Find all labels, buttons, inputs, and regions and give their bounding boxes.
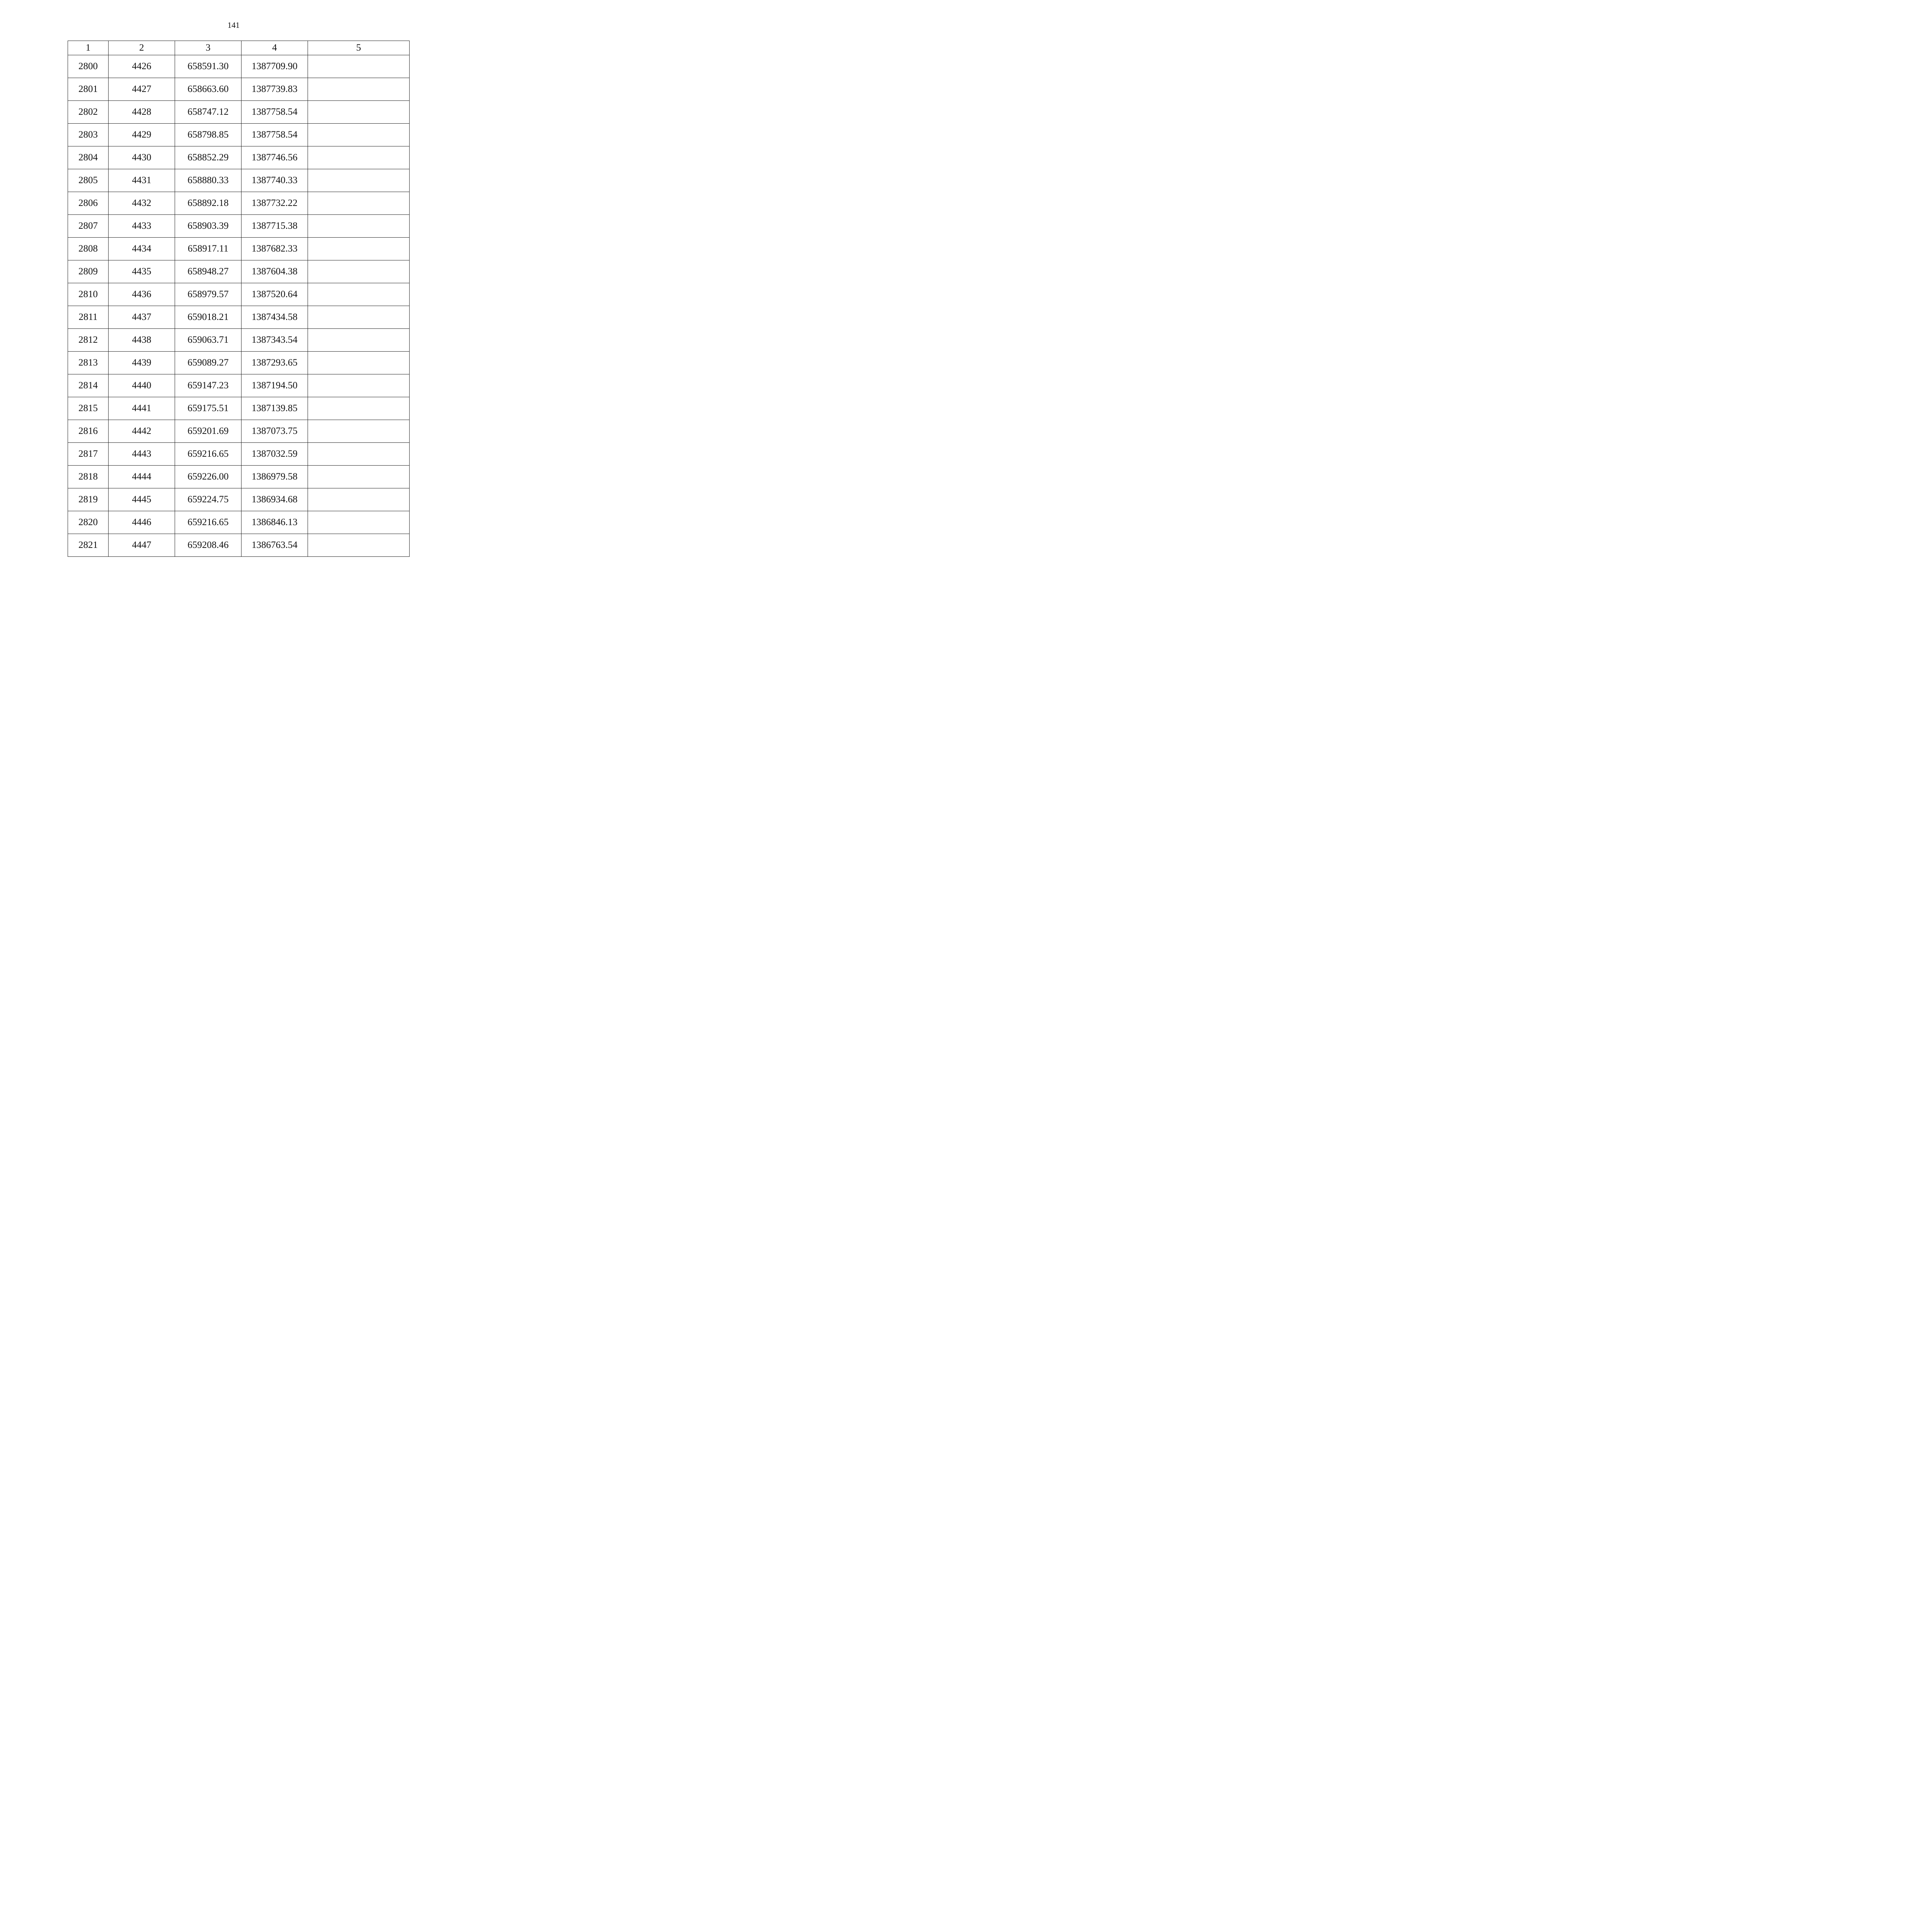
x-coordinate-cell: 658747.12 (175, 101, 242, 124)
table-row (68, 443, 410, 466)
x-coordinate-cell: 658948.27 (175, 260, 242, 283)
station-number-cell: 4432 (109, 192, 175, 215)
station-number-cell: 4438 (109, 329, 175, 352)
x-coordinate-cell: 658852.29 (175, 146, 242, 169)
table-row (68, 397, 410, 420)
point-number-cell: 2802 (68, 101, 109, 124)
point-number-cell: 2815 (68, 397, 109, 420)
station-number-cell: 4435 (109, 260, 175, 283)
table-row (68, 146, 410, 169)
point-number-cell: 2817 (68, 443, 109, 466)
note-cell (308, 534, 410, 557)
table-row (68, 192, 410, 215)
table-row (68, 352, 410, 374)
x-coordinate-cell: 658591.30 (175, 55, 242, 78)
x-coordinate-cell: 659226.00 (175, 466, 242, 488)
x-coordinate-cell: 659201.69 (175, 420, 242, 443)
note-cell (308, 215, 410, 238)
table-row (68, 488, 410, 511)
x-coordinate-cell: 658798.85 (175, 124, 242, 146)
point-number-cell: 2804 (68, 146, 109, 169)
table-row (68, 238, 410, 260)
point-number-cell: 2803 (68, 124, 109, 146)
station-number-cell: 4426 (109, 55, 175, 78)
point-number-cell: 2800 (68, 55, 109, 78)
page-number: 141 (227, 20, 240, 30)
y-coordinate-cell: 1387682.33 (242, 238, 308, 260)
point-number-cell: 2801 (68, 78, 109, 101)
table-row (68, 55, 410, 78)
y-coordinate-cell: 1386979.58 (242, 466, 308, 488)
table-row (68, 124, 410, 146)
station-number-cell: 4440 (109, 374, 175, 397)
point-number-cell: 2818 (68, 466, 109, 488)
note-cell (308, 78, 410, 101)
note-cell (308, 306, 410, 329)
x-coordinate-cell: 658892.18 (175, 192, 242, 215)
table-row (68, 329, 410, 352)
y-coordinate-cell: 1386763.54 (242, 534, 308, 557)
station-number-cell: 4437 (109, 306, 175, 329)
x-coordinate-cell: 659147.23 (175, 374, 242, 397)
station-number-cell: 4441 (109, 397, 175, 420)
y-coordinate-cell: 1387194.50 (242, 374, 308, 397)
note-cell (308, 329, 410, 352)
x-coordinate-cell: 659018.21 (175, 306, 242, 329)
x-coordinate-cell: 659208.46 (175, 534, 242, 557)
point-number-cell: 2808 (68, 238, 109, 260)
column-header: 2 (109, 41, 175, 55)
table-row (68, 78, 410, 101)
column-header: 4 (242, 41, 308, 55)
x-coordinate-cell: 658880.33 (175, 169, 242, 192)
note-cell (308, 397, 410, 420)
table-row (68, 466, 410, 488)
note-cell (308, 260, 410, 283)
table-body (68, 41, 410, 557)
y-coordinate-cell: 1387520.64 (242, 283, 308, 306)
table-header-row (68, 41, 410, 55)
y-coordinate-cell: 1387434.58 (242, 306, 308, 329)
y-coordinate-cell: 1387739.83 (242, 78, 308, 101)
station-number-cell: 4434 (109, 238, 175, 260)
note-cell (308, 511, 410, 534)
table-row (68, 215, 410, 238)
coordinates-table (68, 41, 410, 557)
note-cell (308, 283, 410, 306)
station-number-cell: 4431 (109, 169, 175, 192)
point-number-cell: 2813 (68, 352, 109, 374)
point-number-cell: 2807 (68, 215, 109, 238)
table-row (68, 534, 410, 557)
note-cell (308, 192, 410, 215)
x-coordinate-cell: 659224.75 (175, 488, 242, 511)
table-row (68, 511, 410, 534)
note-cell (308, 146, 410, 169)
station-number-cell: 4428 (109, 101, 175, 124)
station-number-cell: 4427 (109, 78, 175, 101)
station-number-cell: 4442 (109, 420, 175, 443)
note-cell (308, 352, 410, 374)
station-number-cell: 4443 (109, 443, 175, 466)
x-coordinate-cell: 658663.60 (175, 78, 242, 101)
x-coordinate-cell: 659175.51 (175, 397, 242, 420)
y-coordinate-cell: 1387293.65 (242, 352, 308, 374)
note-cell (308, 101, 410, 124)
y-coordinate-cell: 1386846.13 (242, 511, 308, 534)
point-number-cell: 2805 (68, 169, 109, 192)
point-number-cell: 2811 (68, 306, 109, 329)
table-row (68, 101, 410, 124)
y-coordinate-cell: 1387746.56 (242, 146, 308, 169)
station-number-cell: 4439 (109, 352, 175, 374)
station-number-cell: 4445 (109, 488, 175, 511)
note-cell (308, 55, 410, 78)
point-number-cell: 2814 (68, 374, 109, 397)
y-coordinate-cell: 1387740.33 (242, 169, 308, 192)
y-coordinate-cell: 1387604.38 (242, 260, 308, 283)
table-row (68, 260, 410, 283)
note-cell (308, 443, 410, 466)
note-cell (308, 169, 410, 192)
x-coordinate-cell: 658917.11 (175, 238, 242, 260)
column-header: 3 (175, 41, 242, 55)
note-cell (308, 466, 410, 488)
column-header: 1 (68, 41, 109, 55)
y-coordinate-cell: 1387758.54 (242, 101, 308, 124)
x-coordinate-cell: 658903.39 (175, 215, 242, 238)
station-number-cell: 4436 (109, 283, 175, 306)
point-number-cell: 2809 (68, 260, 109, 283)
point-number-cell: 2806 (68, 192, 109, 215)
y-coordinate-cell: 1387709.90 (242, 55, 308, 78)
station-number-cell: 4446 (109, 511, 175, 534)
x-coordinate-cell: 658979.57 (175, 283, 242, 306)
station-number-cell: 4430 (109, 146, 175, 169)
y-coordinate-cell: 1387715.38 (242, 215, 308, 238)
x-coordinate-cell: 659216.65 (175, 511, 242, 534)
note-cell (308, 238, 410, 260)
table-row (68, 374, 410, 397)
station-number-cell: 4444 (109, 466, 175, 488)
note-cell (308, 420, 410, 443)
y-coordinate-cell: 1387732.22 (242, 192, 308, 215)
x-coordinate-cell: 659089.27 (175, 352, 242, 374)
point-number-cell: 2821 (68, 534, 109, 557)
station-number-cell: 4429 (109, 124, 175, 146)
column-header: 5 (308, 41, 410, 55)
point-number-cell: 2816 (68, 420, 109, 443)
station-number-cell: 4447 (109, 534, 175, 557)
table-row (68, 283, 410, 306)
y-coordinate-cell: 1387758.54 (242, 124, 308, 146)
x-coordinate-cell: 659216.65 (175, 443, 242, 466)
table-row (68, 306, 410, 329)
x-coordinate-cell: 659063.71 (175, 329, 242, 352)
station-number-cell: 4433 (109, 215, 175, 238)
note-cell (308, 124, 410, 146)
point-number-cell: 2820 (68, 511, 109, 534)
y-coordinate-cell: 1387073.75 (242, 420, 308, 443)
y-coordinate-cell: 1387139.85 (242, 397, 308, 420)
point-number-cell: 2812 (68, 329, 109, 352)
table-row (68, 420, 410, 443)
note-cell (308, 374, 410, 397)
table-row (68, 169, 410, 192)
note-cell (308, 488, 410, 511)
y-coordinate-cell: 1387032.59 (242, 443, 308, 466)
point-number-cell: 2819 (68, 488, 109, 511)
point-number-cell: 2810 (68, 283, 109, 306)
y-coordinate-cell: 1386934.68 (242, 488, 308, 511)
y-coordinate-cell: 1387343.54 (242, 329, 308, 352)
